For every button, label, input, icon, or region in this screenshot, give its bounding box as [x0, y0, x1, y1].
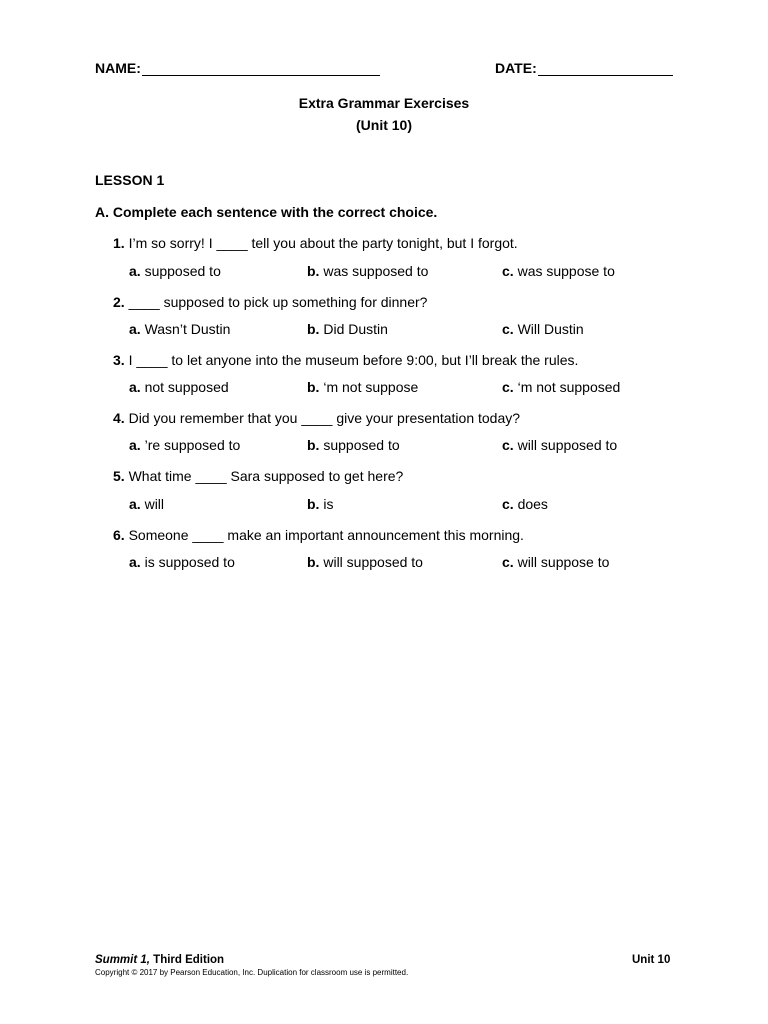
question-5: [113, 468, 403, 484]
page-subtitle: (Unit 10): [356, 117, 412, 133]
option-3c: c. ‘m not supposed: [502, 379, 621, 395]
exercise-instruction: A. Complete each sentence with the correct choice.: [95, 204, 438, 220]
question-text: What time ____ Sara supposed to get here?: [128, 468, 404, 484]
option-4c: c. will supposed to: [502, 437, 618, 453]
question-number: 6.: [113, 527, 125, 543]
option-3b: b. ‘m not suppose: [307, 379, 419, 395]
question-text: Someone ____ make an important announcement this morning.: [128, 527, 524, 543]
question-number: 1.: [113, 235, 125, 251]
option-6c: c. will suppose to: [502, 554, 610, 570]
question-text: Did you remember that you ____ give your presentation today?: [128, 410, 521, 426]
footer-book-title: [95, 954, 224, 966]
date-blank-line: [538, 60, 673, 76]
option-5c: c. does: [502, 496, 548, 512]
lesson-heading: LESSON 1: [95, 172, 165, 188]
option-2c: c. Will Dustin: [502, 321, 584, 337]
option-2b: b. Did Dustin: [307, 321, 388, 337]
option-1b: b. was supposed to: [307, 263, 429, 279]
option-5b: b. is: [307, 496, 334, 512]
question-text: I ____ to let anyone into the museum before 9:00, but I’ll break the rules.: [128, 352, 579, 368]
question-3: [113, 352, 578, 368]
option-5a: a. will: [129, 496, 165, 512]
footer-unit: Unit 10: [632, 954, 671, 966]
question-number: 4.: [113, 410, 125, 426]
question-number: 3.: [113, 352, 125, 368]
option-3a: a. not supposed: [129, 379, 229, 395]
option-2a: a. Wasn’t Dustin: [129, 321, 231, 337]
option-6a: a. is supposed to: [129, 554, 235, 570]
page-title: Extra Grammar Exercises: [298, 95, 470, 111]
question-6: [113, 527, 524, 543]
question-2: [113, 294, 427, 310]
question-number: 2.: [113, 294, 125, 310]
footer-book-name: Summit 1,: [95, 954, 150, 966]
option-1c: c. was suppose to: [502, 263, 615, 279]
footer-copyright: Copyright © 2017 by Pearson Education, Inc. Duplication for classroom use is permitted.: [95, 968, 409, 977]
question-text: I’m so sorry! I ____ tell you about the party tonight, but I forgot.: [128, 235, 518, 251]
question-1: [113, 235, 518, 251]
question-text: ____ supposed to pick up something for dinner?: [128, 294, 428, 310]
date-field: [495, 60, 673, 76]
question-number: 5.: [113, 468, 125, 484]
name-label: NAME:: [95, 60, 141, 76]
option-4a: a. ’re supposed to: [129, 437, 241, 453]
footer-edition: Third Edition: [149, 954, 225, 966]
option-1a: a. supposed to: [129, 263, 221, 279]
option-6b: b. will supposed to: [307, 554, 423, 570]
option-4b: b. supposed to: [307, 437, 400, 453]
name-blank-line: [142, 60, 380, 76]
question-4: [113, 410, 520, 426]
name-field: [95, 60, 380, 76]
date-label: DATE:: [495, 60, 537, 76]
